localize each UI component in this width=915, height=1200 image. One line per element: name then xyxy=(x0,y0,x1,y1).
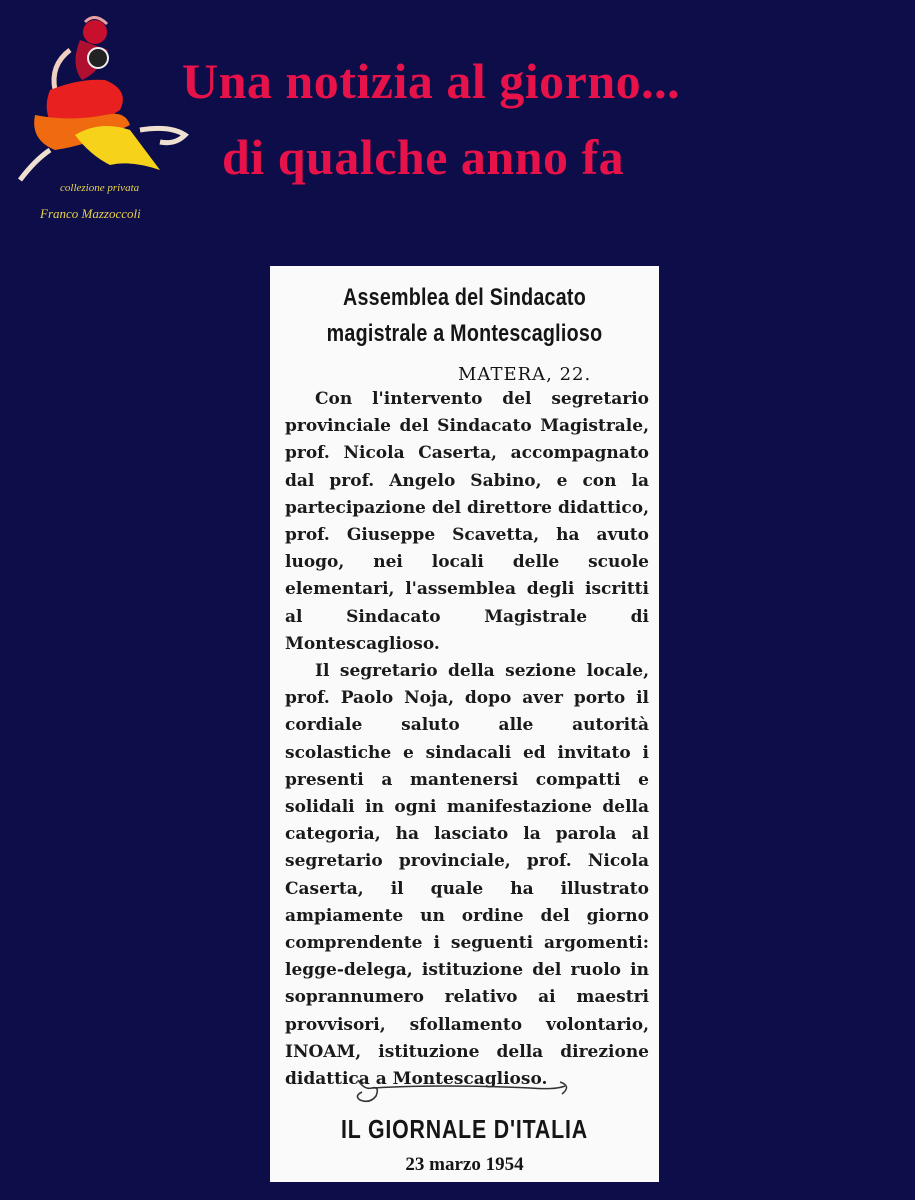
logo-caption-name: Franco Mazzoccoli xyxy=(40,206,141,221)
collection-logo xyxy=(10,10,190,225)
headline-line-1: Una notizia al giorno... xyxy=(182,53,681,109)
ornament-divider-icon xyxy=(350,1074,580,1108)
article-title-line-2: magistrale a Montescaglioso xyxy=(326,320,603,347)
newspaper-name: IL GIORNALE D'ITALIA xyxy=(341,1114,588,1144)
publication-date: 23 marzo 1954 xyxy=(405,1154,524,1175)
article-title-line-1: Assemblea del Sindacato xyxy=(342,284,587,311)
newspaper-clipping xyxy=(270,266,659,1182)
article-paragraph: Il segretario della sezione locale, prof. Paolo Noja, dopo aver porto il cordiale saluto alle autorità scolastiche e sindacali ed invitato i presenti a mantenersi compatti e solidali in ogni manifestazione della categoria, ha lasciato la parola al segretario provinciale, prof. Nicola Caserta, il quale ha illustrato ampiamente un ordine del giorno comprendente i seguenti argomenti: legge-delega, istituzione del ruolo in soprannumero relativo ai maestri provvisori, sfollamento volontario, INOAM, istituzione della direzione didattica a Montescaglioso. xyxy=(285,661,649,1090)
dancer-illustration xyxy=(10,10,190,185)
article-title xyxy=(305,280,624,352)
logo-caption-collection: collezione privata xyxy=(60,182,140,194)
article-paragraph: Con l'intervento del segretario provinciale del Sindacato Magistrale, prof. Nicola Caserta, accompagnato dal prof. Angelo Sabino, e con la partecipazione del direttore didattico, prof. Giuseppe Scavetta, ha avuto luogo, nei locali delle scuole elementari, l'assemblea degli iscritti al Sindacato Magistrale di Montescaglioso. xyxy=(285,389,649,654)
headline-line-2: di qualche anno fa xyxy=(222,129,625,185)
article-body xyxy=(285,386,649,1093)
article-dateline: MATERA, 22. xyxy=(458,364,592,385)
